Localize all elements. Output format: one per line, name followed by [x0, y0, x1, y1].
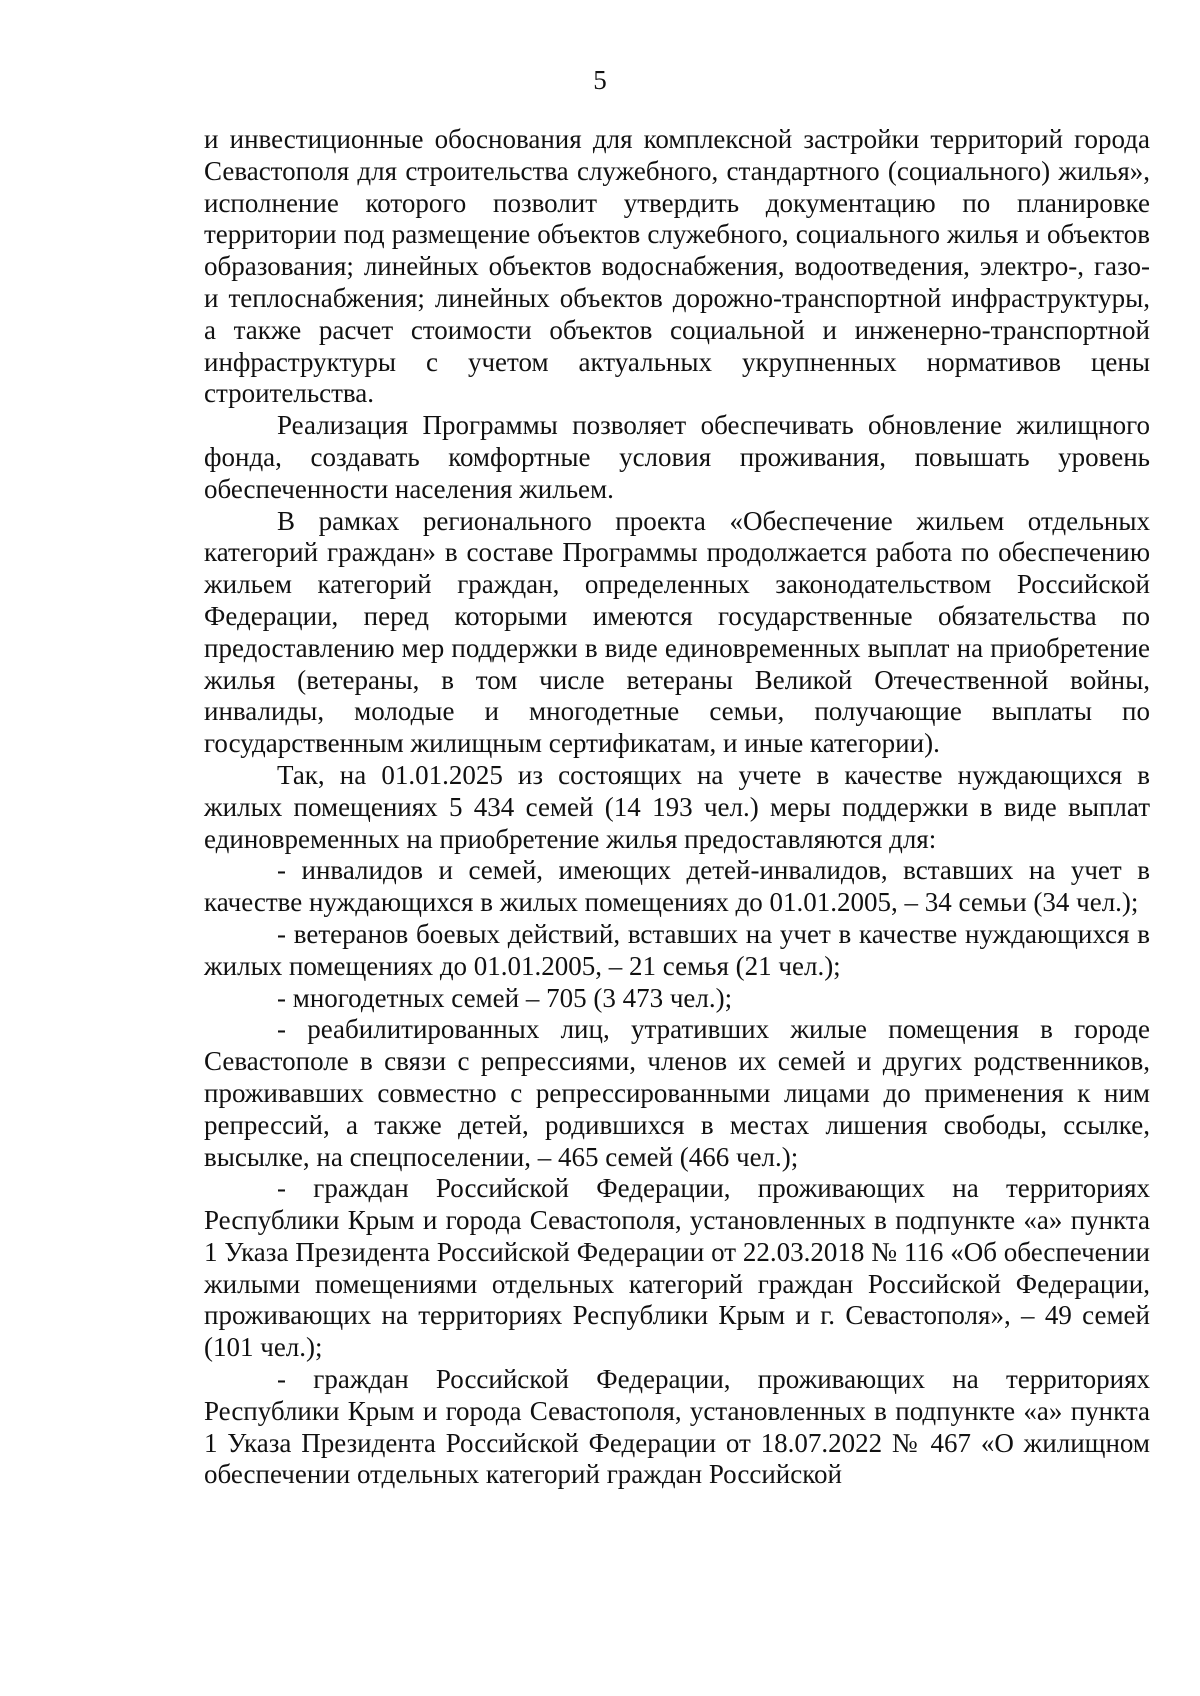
- list-item-decree-467: - граждан Российской Федерации, проживающих на территориях Республики Крым и города Севастополя, установленных в подпункте «а» пункта 1 Указа Президента Российской Федерации от 18.07.2022 № 467 «О жилищном обеспечении отдельных категорий граждан Российской: [204, 1364, 1150, 1490]
- list-item-rehabilitated: - реабилитированных лиц, утративших жилые помещения в городе Севастополе в связи с репрессиями, членов их семей и других родственников, проживавших совместно с репрессированными лицами до применения к ним репрессий, а также детей, родившихся в местах лишения свободы, ссылке, высылке, на спецпоселении, – 465 семей (466 чел.);: [204, 1014, 1150, 1172]
- list-item-disabled: - инвалидов и семей, имеющих детей-инвалидов, вставших на учет в качестве нуждающихся в жилых помещениях до 01.01.2005, – 34 семьи (34 чел.);: [204, 855, 1150, 918]
- paragraph-continuation: и инвестиционные обоснования для комплексной застройки территорий города Севастополя для строительства служебного, стандартного (социального) жилья», исполнение которого позволит утвердить документацию по планировке территории под размещение объектов служебного, социального жилья и объектов образования; линейных объектов водоснабжения, водоотведения, электро-, газо- и теплоснабжения; линейных объектов дорожно-транспортной инфраструктуры, а также расчет стоимости объектов социальной и инженерно-транспортной инфраструктуры с учетом актуальных укрупненных нормативов цены строительства.: [204, 124, 1150, 409]
- paragraph-families-on-record: Так, на 01.01.2025 из состоящих на учете в качестве нуждающихся в жилых помещениях 5 434 семей (14 193 чел.) меры поддержки в виде выплат единовременных на приобретение жилья предоставляются для:: [204, 759, 1150, 854]
- list-item-combat-veterans: - ветеранов боевых действий, вставших на учет в качестве нуждающихся в жилых помещениях до 01.01.2005, – 21 семья (21 чел.);: [204, 918, 1150, 981]
- page-number: 5: [593, 65, 607, 95]
- paragraph-program-implementation: Реализация Программы позволяет обеспечивать обновление жилищного фонда, создавать комфортные условия проживания, повышать уровень обеспеченности населения жильем.: [204, 410, 1150, 504]
- list-item-decree-116: - граждан Российской Федерации, проживающих на территориях Республики Крым и города Севастополя, установленных в подпункте «а» пункта 1 Указа Президента Российской Федерации от 22.03.2018 № 116 «Об обеспечении жилыми помещениями отдельных категорий граждан Российской Федерации, проживающих на территориях Республики Крым и г. Севастополя», – 49 семей (101 чел.);: [204, 1173, 1150, 1363]
- paragraph-regional-project: В рамках регионального проекта «Обеспечение жильем отдельных категорий граждан» в составе Программы продолжается работа по обеспечению жильем категорий граждан, определенных законодательством Российской Федерации, перед которыми имеются государственные обязательства по предоставлению мер поддержки в виде единовременных выплат на приобретение жилья (ветераны, в том числе ветераны Великой Отечественной войны, инвалиды, молодые и многодетные семьи, получающие выплаты по государственным жилищным сертификатам, и иные категории).: [204, 505, 1150, 759]
- document-body: [204, 124, 1150, 1491]
- list-item-large-families: - многодетных семей – 705 (3 473 чел.);: [277, 982, 733, 1013]
